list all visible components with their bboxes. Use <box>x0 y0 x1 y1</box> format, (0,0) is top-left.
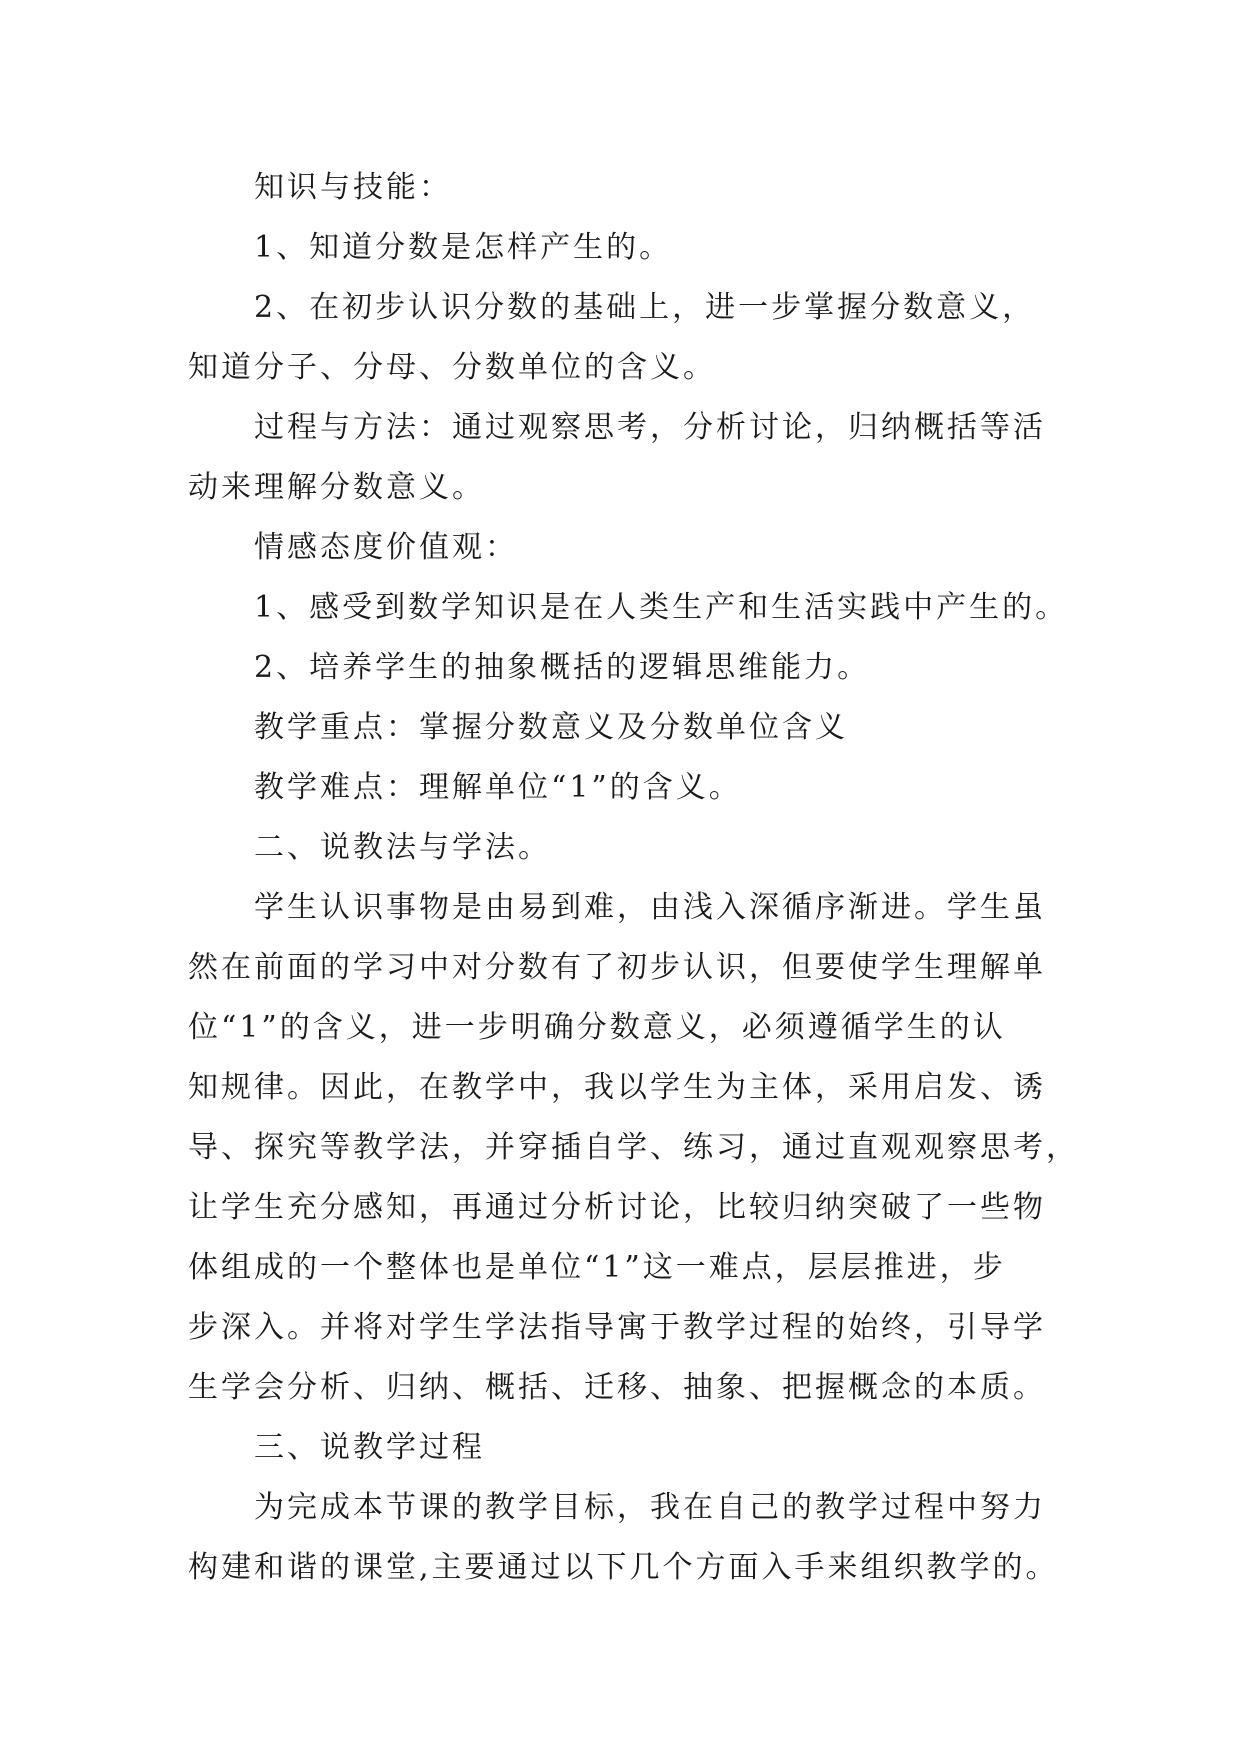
paragraph-line: 体组成的一个整体也是单位“1”这一难点，层层推进，步 <box>188 1250 1006 1285</box>
section-heading-process: 三、说教学过程 <box>254 1430 485 1465</box>
paragraph-line: 构建和谐的课堂,主要通过以下几个方面入手来组织教学的。 <box>188 1550 1059 1585</box>
paragraph-line: 动来理解分数意义。 <box>188 470 485 505</box>
paragraph-line: 学生认识事物是由易到难，由浅入深循序渐进。学生虽 <box>254 890 1046 925</box>
paragraph-line: 知道分子、分母、分数单位的含义。 <box>188 350 716 385</box>
paragraph-line: 2、在初步认识分数的基础上，进一步掌握分数意义， <box>254 290 1036 325</box>
paragraph-line: 知规律。因此，在教学中，我以学生为主体，采用启发、诱 <box>188 1070 1046 1105</box>
heading-emotion-values: 情感态度价值观： <box>254 530 518 565</box>
paragraph-line: 导、探究等教学法，并穿插自学、练习，通过直观观察思考， <box>188 1130 1079 1165</box>
paragraph-line: 步深入。并将对学生学法指导寓于教学过程的始终，引导学 <box>188 1310 1046 1345</box>
paragraph-line: 位“1”的含义，进一步明确分数意义，必须遵循学生的认 <box>188 1010 1006 1045</box>
teaching-key-point: 教学重点：掌握分数意义及分数单位含义 <box>254 710 848 745</box>
paragraph-line: 2、培养学生的抽象概括的逻辑思维能力。 <box>254 650 871 685</box>
teaching-difficulty: 教学难点：理解单位“1”的含义。 <box>254 770 742 805</box>
document-body <box>188 158 1079 1598</box>
paragraph-line: 为完成本节课的教学目标，我在自己的教学过程中努力 <box>254 1490 1046 1525</box>
heading-knowledge-skills: 知识与技能： <box>254 170 452 205</box>
paragraph-line: 1、知道分数是怎样产生的。 <box>254 230 673 265</box>
section-heading-methods: 二、说教法与学法。 <box>254 830 551 865</box>
paragraph-line: 1、感受到数学知识是在人类生产和生活实践中产生的。 <box>254 590 1069 625</box>
paragraph-line: 生学会分析、归纳、概括、迁移、抽象、把握概念的本质。 <box>188 1370 1046 1405</box>
paragraph-line: 让学生充分感知，再通过分析讨论，比较归纳突破了一些物 <box>188 1190 1046 1225</box>
paragraph-line: 过程与方法：通过观察思考，分析讨论，归纳概括等活 <box>254 410 1046 445</box>
paragraph-line: 然在前面的学习中对分数有了初步认识，但要使学生理解单 <box>188 950 1046 985</box>
